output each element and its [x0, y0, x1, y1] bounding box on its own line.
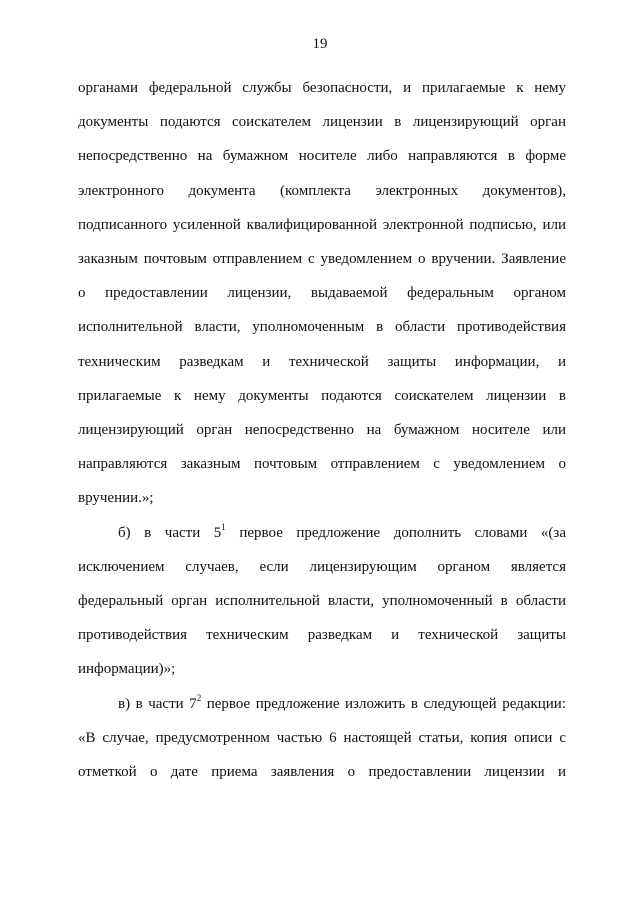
text-line: исключением случаев, если лицензирующим органом является — [78, 558, 566, 575]
item-b-prefix: б) в части 5 — [118, 524, 222, 541]
text-line: заказным почтовым отправлением с уведомлением о вручении. Заявление — [78, 251, 566, 268]
text-line: отметкой о дате приема заявления о предоставлении лицензии и — [78, 764, 566, 781]
item-b-text: первое предложение дополнить словами «(за — [225, 524, 566, 541]
paragraph-1 — [78, 71, 566, 516]
text-line-last: вручении.»; — [78, 490, 154, 507]
paragraph-2 — [78, 516, 566, 687]
text-line-first — [78, 516, 566, 550]
document-body — [78, 71, 566, 789]
text-line: органами федеральной службы безопасности, и прилагаемые к нему — [78, 80, 566, 96]
paragraph-3 — [78, 687, 566, 721]
text-line: подписанного усиленной квалифицированной электронной подписью, или — [78, 216, 566, 233]
superscript: 1 — [221, 521, 226, 532]
superscript: 2 — [196, 692, 202, 703]
text-line: лицензирующий орган непосредственно на бумажном носителе или — [78, 422, 566, 439]
text-line: противодействия техническим разведкам и технической защиты — [78, 627, 566, 644]
text-line: исполнительной власти, уполномоченным в области противодействия — [78, 319, 566, 336]
paragraph-4 — [78, 721, 566, 789]
text-line: прилагаемые к нему документы подаются соискателем лицензии в — [78, 387, 566, 404]
text-line-last: информации)»; — [78, 661, 176, 678]
item-v-prefix: в) в части 7 — [118, 695, 197, 712]
text-line: документы подаются соискателем лицензии в лицензирующий орган — [78, 114, 566, 131]
text-line-first — [78, 687, 566, 721]
text-line: федеральный орган исполнительной власти, уполномоченный в области — [78, 593, 566, 610]
text-line: электронного документа (комплекта электронных документов), — [78, 182, 566, 199]
text-line: направляются заказным почтовым отправлением с уведомлением о — [78, 456, 566, 473]
text-line: «В случае, предусмотренном частью 6 настоящей статьи, копия описи с — [78, 729, 566, 746]
text-line: о предоставлении лицензии, выдаваемой федеральным органом — [78, 285, 566, 302]
text-line: техническим разведкам и технической защиты информации, и — [78, 353, 566, 370]
page-number: 19 — [312, 36, 328, 52]
item-v-text: первое предложение изложить в следующей редакции: — [201, 695, 567, 712]
text-line: непосредственно на бумажном носителе либо направляются в форме — [78, 148, 566, 165]
